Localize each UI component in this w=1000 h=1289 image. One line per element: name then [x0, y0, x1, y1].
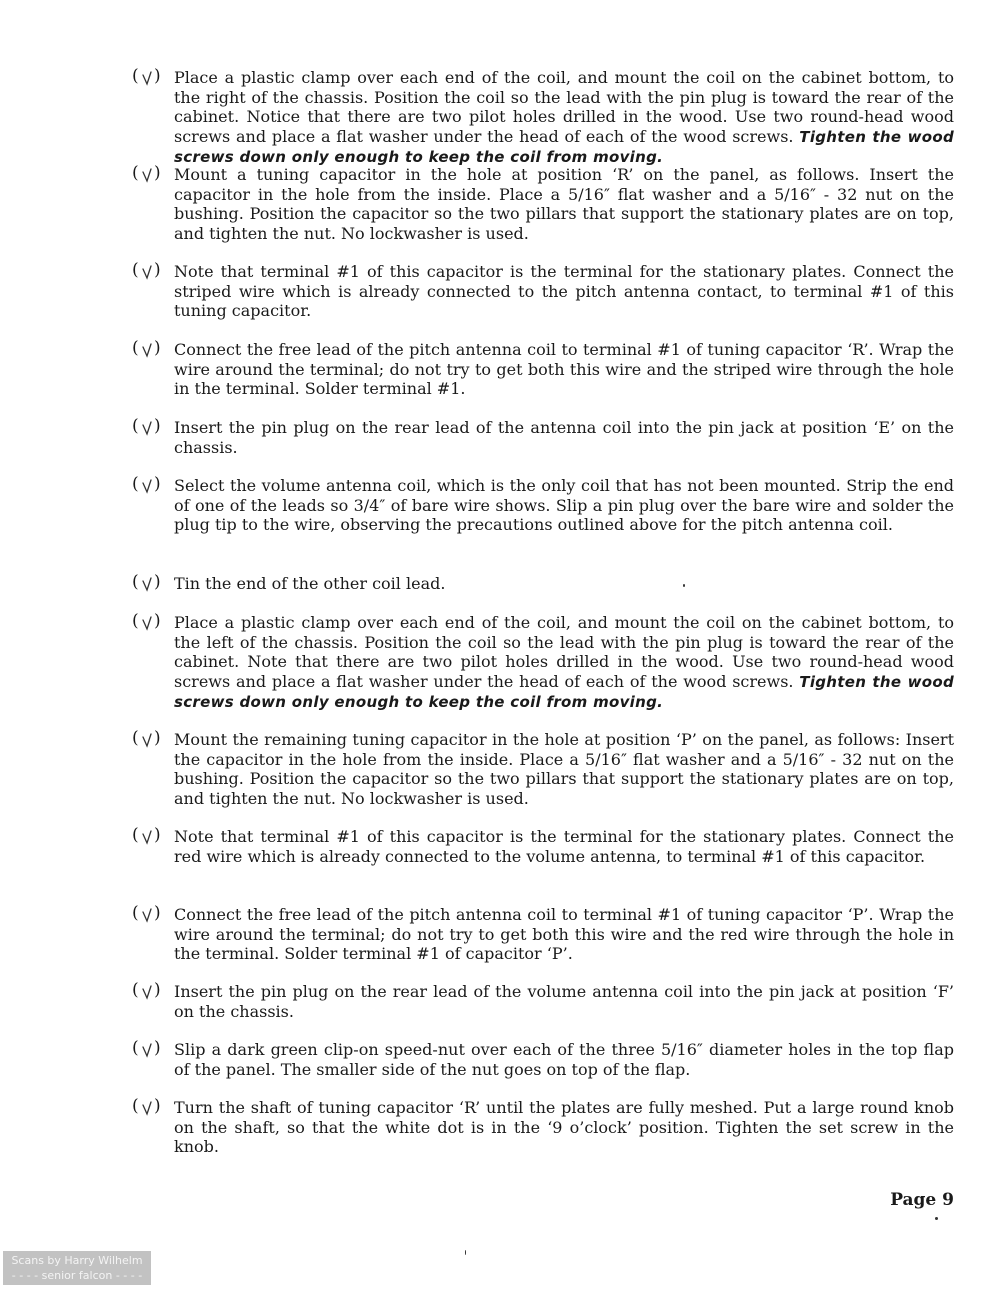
instruction-steps [132, 68, 954, 1158]
step-checkbox[interactable]: ( ) [132, 340, 170, 360]
pencil-check-mark-icon [140, 476, 154, 498]
step-checkbox[interactable]: ( ) [132, 730, 170, 750]
step-checkbox[interactable]: ( ) [132, 613, 170, 633]
step-text: Mount the remaining tuning capacitor in the hole at position ‘P’ on the panel, as follows: Insert the capacitor in the hole from the inside. Place a 5/16″ flat washer and a 5/16″ - 32 nut on the bushing. Position the capacitor so the two pillars that support the stationary plates are on top, and tighten the nut. No lockwasher is used. [174, 730, 954, 808]
step-6 [132, 476, 954, 574]
step-9 [132, 730, 954, 827]
step-text: Insert the pin plug on the rear lead of the antenna coil into the pin jack at position ‘E’ on the chassis. [174, 418, 954, 457]
credit-line-1: Scans by Harry Wilhelm [11, 1254, 143, 1267]
step-5 [132, 418, 954, 476]
pencil-check-mark-icon [140, 574, 154, 596]
step-checkbox[interactable]: ( ) [132, 982, 170, 1002]
pencil-check-mark-icon [140, 262, 154, 284]
pencil-check-mark-icon [140, 982, 154, 1004]
step-checkbox[interactable]: ( ) [132, 165, 170, 185]
pencil-check-mark-icon [140, 905, 154, 927]
scan-speck [465, 1250, 466, 1255]
step-checkbox[interactable]: ( ) [132, 574, 170, 594]
step-text: Turn the shaft of tuning capacitor ‘R’ until the plates are fully meshed. Put a large round knob on the shaft, so that the white dot is in the ‘9 o’clock’ position. Tighten the set screw in the knob. [174, 1098, 954, 1156]
step-checkbox[interactable]: ( ) [132, 1098, 170, 1118]
step-10 [132, 827, 954, 905]
step-checkbox[interactable]: ( ) [132, 68, 170, 88]
step-text: Select the volume antenna coil, which is the only coil that has not been mounted. Strip the end of one of the leads so 3/4″ of bare wire shows. Slip a pin plug over the bare wire and solder the plug tip to the wire, observing the precautions outlined above for the pitch antenna coil. [174, 476, 954, 534]
pencil-check-mark-icon [140, 68, 154, 90]
step-text: Place a plastic clamp over each end of the coil, and mount the coil on the cabinet bottom, to the right of the chassis. Position the coil so the lead with the pin plug is toward the rear of the cabinet. Notice that there are two pilot holes drilled in the wood. Use two round-head wood screws and place a flat washer under the head of each of the wood screws. [174, 68, 954, 146]
pencil-check-mark-icon [140, 165, 154, 187]
pencil-check-mark-icon [140, 418, 154, 440]
step-text: Slip a dark green clip-on speed-nut over each of the three 5/16″ diameter holes in the top flap of the panel. The smaller side of the nut goes on top of the flap. [174, 1040, 954, 1079]
step-7 [132, 574, 954, 613]
step-checkbox[interactable]: ( ) [132, 476, 170, 496]
step-text: Insert the pin plug on the rear lead of the volume antenna coil into the pin jack at position ‘F’ on the chassis. [174, 982, 954, 1021]
credit-line-2: - - - - senior falcon - - - - [11, 1269, 143, 1282]
step-12 [132, 982, 954, 1040]
step-checkbox[interactable]: ( ) [132, 418, 170, 438]
step-text: Tin the end of the other coil lead. [174, 574, 446, 593]
step-4 [132, 340, 954, 418]
step-text: Note that terminal #1 of this capacitor is the terminal for the stationary plates. Connect the striped wire which is already connected to the pitch antenna contact, to terminal #1 of this tuning capacitor. [174, 262, 954, 320]
pencil-check-mark-icon [140, 1098, 154, 1120]
step-text: Place a plastic clamp over each end of the coil, and mount the coil on the cabinet bottom, to the left of the chassis. Position the coil so the lead with the pin plug is toward the rear of the cabinet. Note that there are two pilot holes drilled in the wood. Use two round-head wood screws and place a flat washer under the head of each of the wood screws. [174, 613, 954, 691]
step-2 [132, 165, 954, 262]
pencil-check-mark-icon [140, 827, 154, 849]
pencil-check-mark-icon [140, 613, 154, 635]
step-checkbox[interactable]: ( ) [132, 1040, 170, 1060]
scan-speck [683, 584, 685, 587]
scan-credit-watermark [3, 1251, 151, 1285]
step-11 [132, 905, 954, 982]
pencil-check-mark-icon [140, 340, 154, 362]
scan-speck [935, 1217, 938, 1220]
step-text: Connect the free lead of the pitch antenna coil to terminal #1 of tuning capacitor ‘R’. Wrap the wire around the terminal; do not try to get both this wire and the striped wire through the hole in the terminal. Solder terminal #1. [174, 340, 954, 398]
pencil-check-mark-icon [140, 730, 154, 752]
pencil-check-mark-icon [140, 1040, 154, 1062]
step-emphasis: Tighten the wood screws down only enough to keep the coil from moving. [174, 127, 954, 166]
step-text: Connect the free lead of the pitch antenna coil to terminal #1 of tuning capacitor ‘P’. Wrap the wire around the terminal; do not try to get both this wire and the red wire through the hole in the terminal. Solder terminal #1 of capacitor ‘P’. [174, 905, 954, 963]
step-text: Note that terminal #1 of this capacitor is the terminal for the stationary plates. Connect the red wire which is already connected to the volume antenna, to terminal #1 of this capacitor. [174, 827, 954, 866]
step-14 [132, 1098, 954, 1158]
page-number: Page 9 [890, 1190, 954, 1210]
step-1 [132, 68, 954, 165]
step-text: Mount a tuning capacitor in the hole at position ‘R’ on the panel, as follows. Insert the capacitor in the hole from the inside. Place a 5/16″ flat washer and a 5/16″ - 32 nut on the bushing. Position the capacitor so the two pillars that support the stationary plates are on top, and tighten the nut. No lockwasher is used. [174, 165, 954, 243]
step-8 [132, 613, 954, 730]
step-emphasis: Tighten the wood screws down only enough to keep the coil from moving. [174, 672, 954, 711]
step-checkbox[interactable]: ( ) [132, 905, 170, 925]
step-checkbox[interactable]: ( ) [132, 827, 170, 847]
step-13 [132, 1040, 954, 1098]
step-checkbox[interactable]: ( ) [132, 262, 170, 282]
step-3 [132, 262, 954, 340]
